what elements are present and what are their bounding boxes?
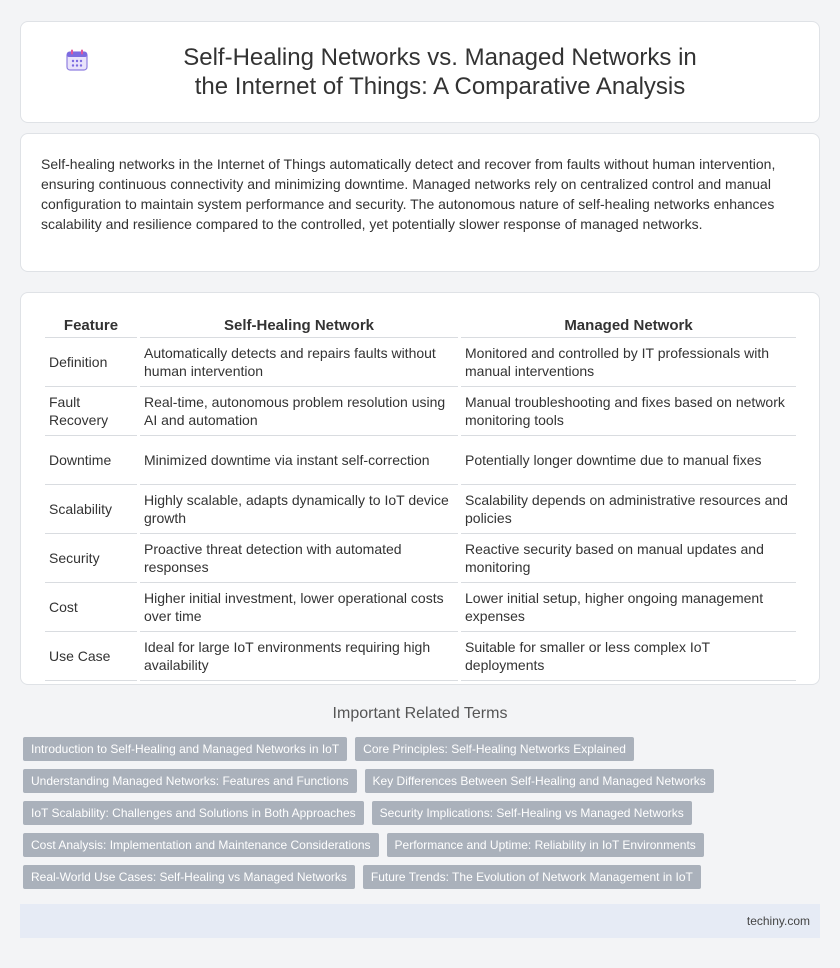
related-term-tag[interactable]: Introduction to Self-Healing and Managed Networks in IoT [23,737,347,761]
row-managed: Lower initial setup, higher ongoing management expenses [461,583,796,632]
header-card [20,21,820,123]
related-terms-title: Important Related Terms [332,705,508,722]
footer [20,904,820,938]
related-term-tag[interactable]: Future Trends: The Evolution of Network Management in IoT [363,865,701,889]
row-self-healing: Higher initial investment, lower operational costs over time [140,583,458,632]
row-managed: Potentially longer downtime due to manual fixes [461,436,796,485]
table-row [45,436,796,485]
row-feature: Fault Recovery [45,387,137,436]
intro-paragraph: Self-healing networks in the Internet of Things automatically detect and recover from faults without human intervention, ensuring continuous connectivity and minimizing downtime. Managed networks rely on centralized control and manual configuration to maintain system performance and security. The autonomous nature of self-healing networks enhances scalability and resilience compared to the controlled, yet potentially slower response of managed networks. [41,156,776,232]
related-term-tag[interactable]: Security Implications: Self-Healing vs Managed Networks [372,801,692,825]
table-header-row [45,313,796,338]
related-term-tag[interactable]: Cost Analysis: Implementation and Maintenance Considerations [23,833,379,857]
related-term-tag[interactable]: Core Principles: Self-Healing Networks Explained [355,737,634,761]
row-managed: Reactive security based on manual updates and monitoring [461,534,796,583]
intro-card [20,133,820,272]
table-row [45,387,796,436]
row-managed: Scalability depends on administrative resources and policies [461,485,796,534]
row-feature: Use Case [45,632,137,681]
row-feature: Scalability [45,485,137,534]
header-managed: Managed Network [461,313,796,338]
table-row [45,338,796,387]
row-self-healing: Ideal for large IoT environments requiring high availability [140,632,458,681]
row-feature: Definition [45,338,137,387]
table-row [45,632,796,681]
row-managed: Monitored and controlled by IT professionals with manual interventions [461,338,796,387]
row-managed: Suitable for smaller or less complex IoT deployments [461,632,796,681]
footer-brand[interactable]: techiny.com [746,914,810,928]
row-managed: Manual troubleshooting and fixes based on network monitoring tools [461,387,796,436]
related-term-tag[interactable]: Performance and Uptime: Reliability in IoT Environments [387,833,704,857]
related-term-tag[interactable]: Key Differences Between Self-Healing and Managed Networks [365,769,714,793]
row-self-healing: Real-time, autonomous problem resolution using AI and automation [140,387,458,436]
page-title-text: Self-Healing Networks vs. Managed Networks in the Internet of Things: A Comparative Analysis [183,44,697,100]
related-terms-list [23,737,813,897]
row-feature: Downtime [45,436,137,485]
row-feature: Security [45,534,137,583]
row-self-healing: Proactive threat detection with automated responses [140,534,458,583]
header-self-healing: Self-Healing Network [140,313,458,338]
page-title [21,43,819,101]
related-term-tag[interactable]: Real-World Use Cases: Self-Healing vs Managed Networks [23,865,355,889]
row-self-healing: Minimized downtime via instant self-correction [140,436,458,485]
row-self-healing: Highly scalable, adapts dynamically to IoT device growth [140,485,458,534]
header-feature: Feature [45,313,137,338]
table-row [45,583,796,632]
row-self-healing: Automatically detects and repairs faults without human intervention [140,338,458,387]
row-feature: Cost [45,583,137,632]
comparison-table-card [20,292,820,685]
table-row [45,534,796,583]
related-term-tag[interactable]: IoT Scalability: Challenges and Solutions in Both Approaches [23,801,364,825]
comparison-table [42,313,799,681]
related-term-tag[interactable]: Understanding Managed Networks: Features and Functions [23,769,357,793]
table-row [45,485,796,534]
